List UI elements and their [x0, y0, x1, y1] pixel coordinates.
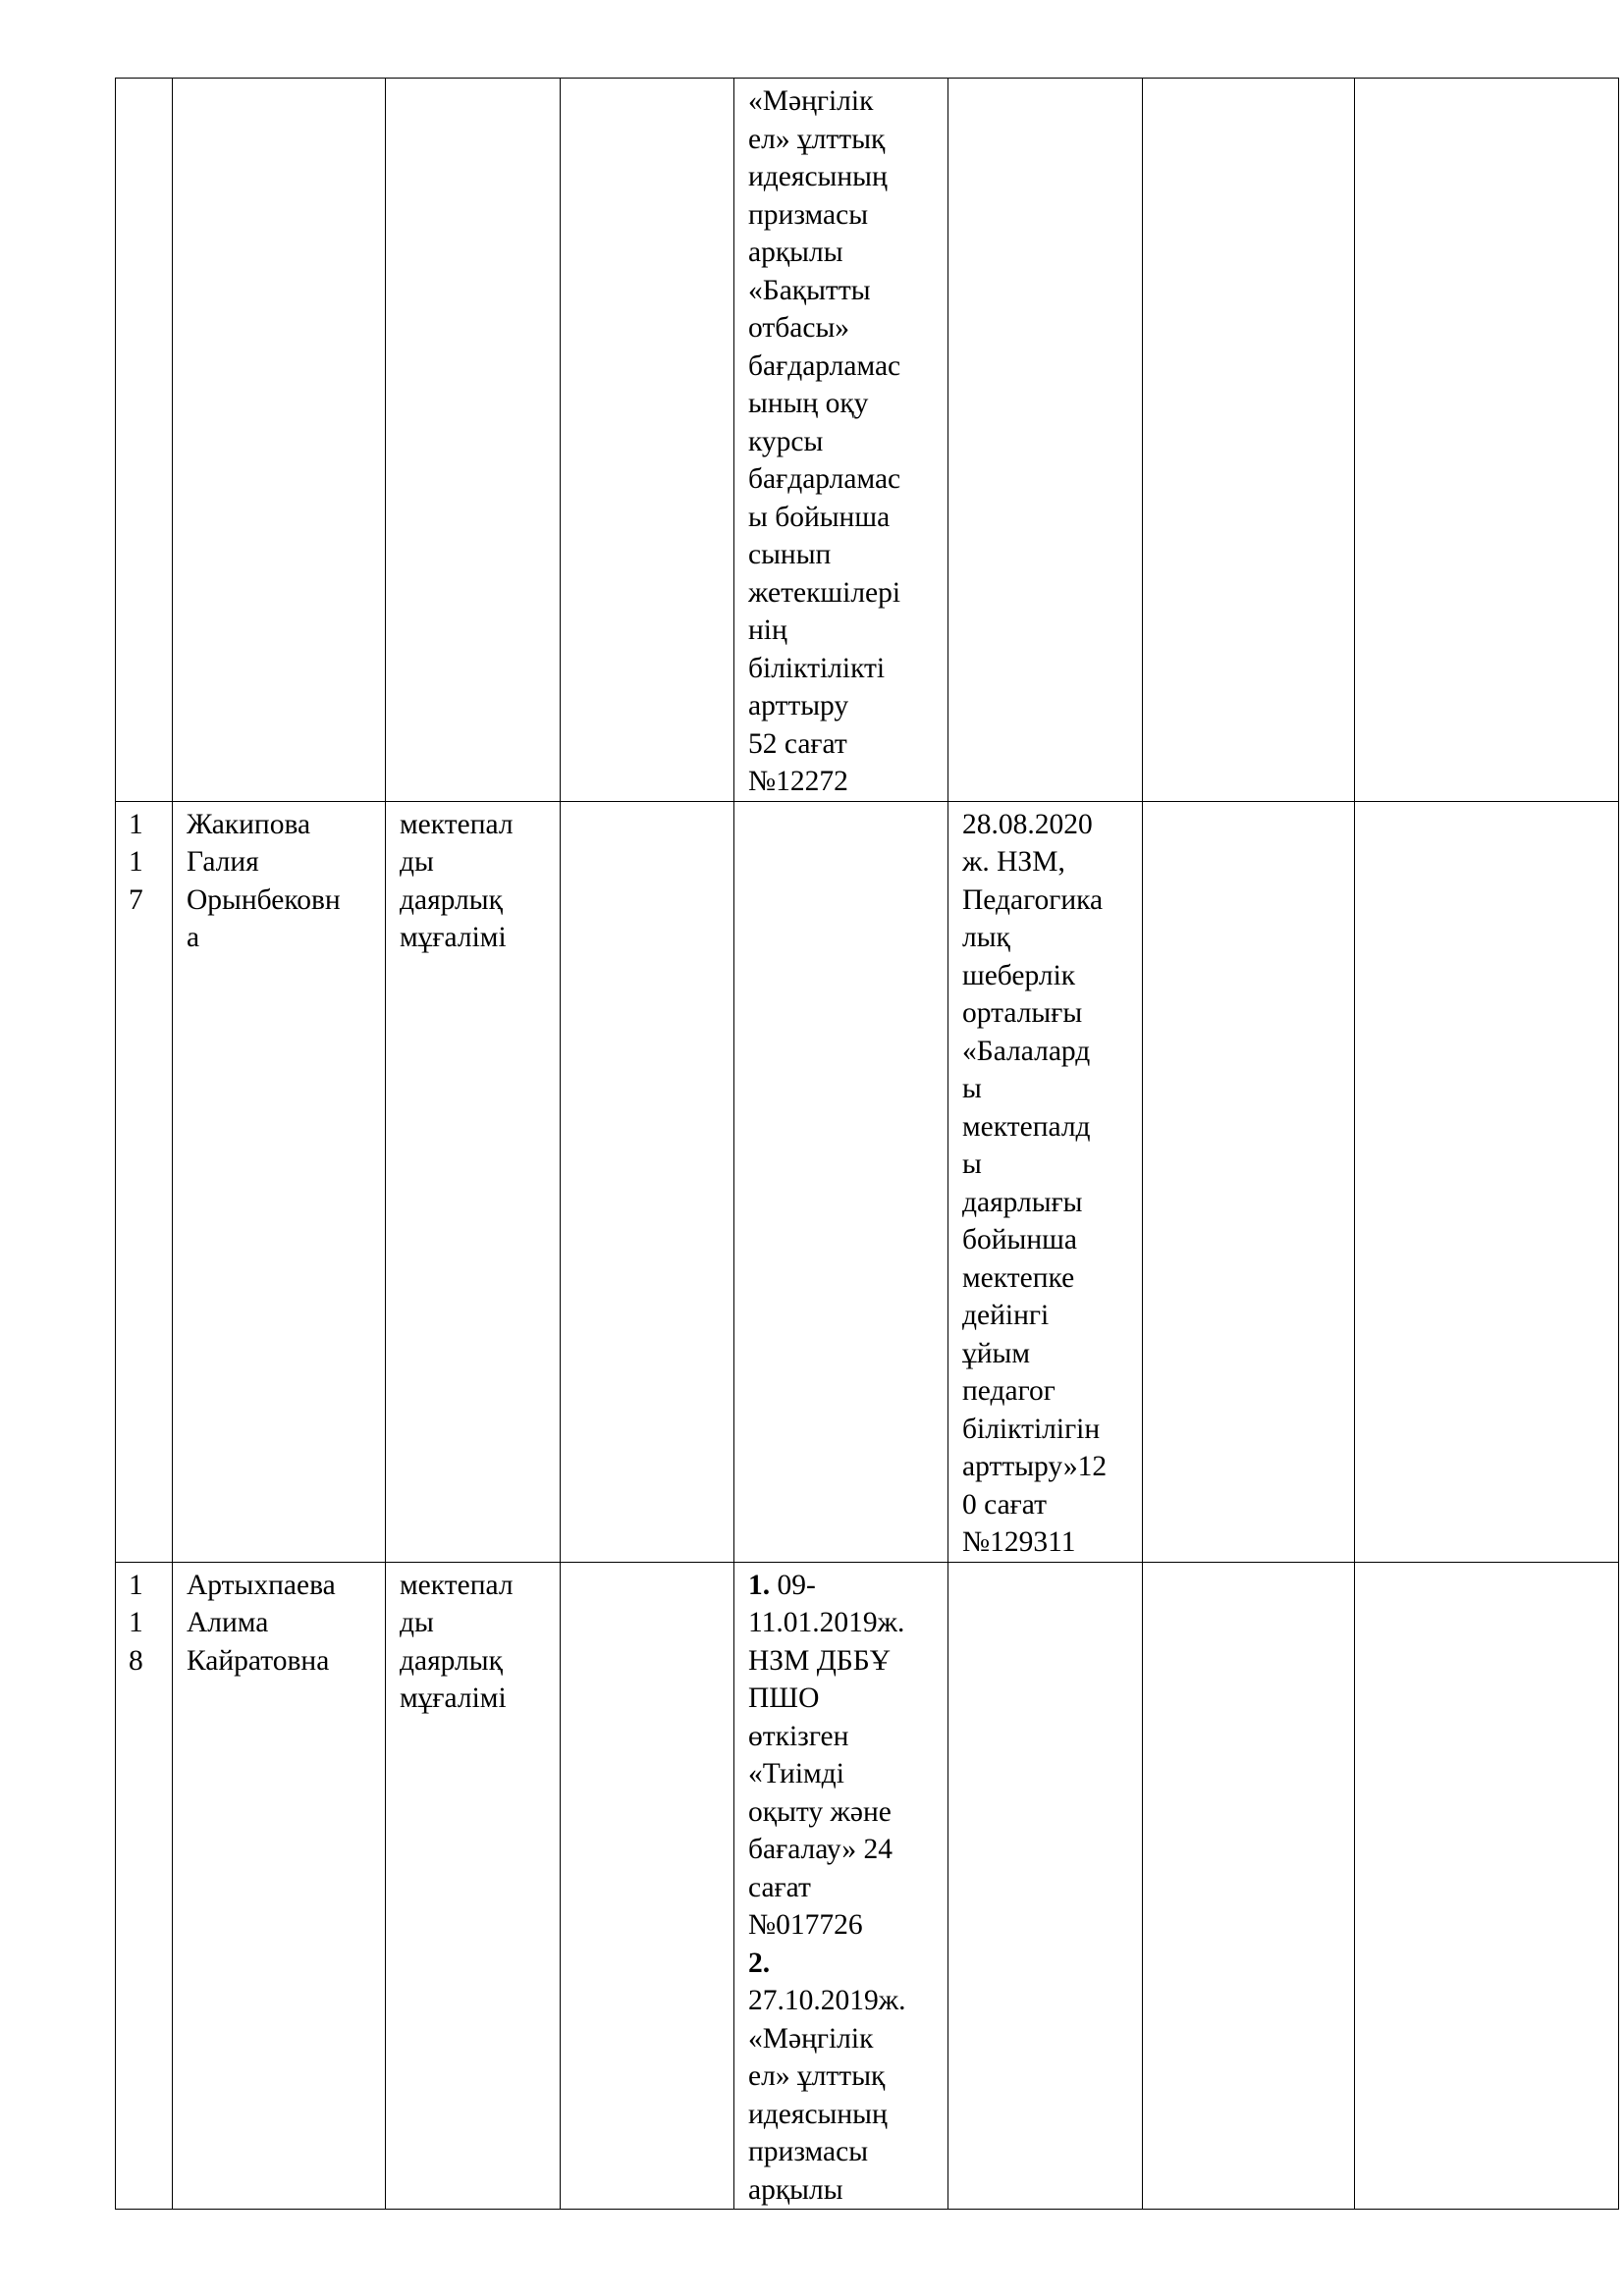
item-number: 2. [748, 1947, 771, 1979]
text-line: лық [962, 922, 1010, 953]
text-line: мектепал [400, 1569, 514, 1601]
text-line: бағдарламас [748, 349, 901, 382]
text-line: даярлық [400, 1644, 503, 1677]
text-line: сынып [748, 539, 832, 570]
text-line: «Бақытты [748, 274, 871, 306]
text-line: идеясының [748, 161, 888, 192]
text-line: Артыхпаева [187, 1569, 336, 1601]
position-cell [386, 79, 561, 802]
row-number: 118 [129, 1569, 143, 1677]
text-line: Алима [187, 1607, 269, 1638]
text-line: ұйым [962, 1337, 1031, 1369]
column-6-cell [948, 1562, 1143, 2210]
text-line: 52 сағат [748, 727, 847, 760]
course-cell [734, 1562, 948, 2210]
row-number-cell [116, 801, 173, 1562]
text-line: ы [962, 1148, 982, 1180]
text-line: мектепалд [962, 1110, 1091, 1143]
text-line: ы бойынша [748, 501, 891, 533]
text-line: арқылы [748, 2173, 843, 2206]
text-line: мектепке [962, 1261, 1075, 1294]
row-number-cell [116, 79, 173, 802]
column-8-cell [1355, 801, 1619, 1562]
text-line: өткізген [748, 1720, 849, 1752]
text-line: ж. НЗМ, [962, 846, 1065, 878]
text-line: Орынбековн [187, 883, 341, 916]
item-number: 1. [748, 1569, 771, 1601]
column-6-cell [948, 79, 1143, 802]
course-item-2 [748, 1982, 937, 2209]
course-item-1 [748, 1604, 937, 1945]
text-line: біліктілікті [748, 652, 886, 684]
text-line: нің [748, 614, 787, 646]
course-cell [734, 801, 948, 1562]
row-number-cell [116, 1562, 173, 2210]
text-line: арттыру [748, 690, 849, 721]
column-4-cell [561, 79, 734, 802]
course-text [734, 79, 947, 801]
text-line: ы [962, 1073, 982, 1104]
text-line: ды [400, 846, 434, 878]
text-line: №129311 [962, 1526, 1076, 1558]
text-line: ел» ұлттық [748, 123, 886, 155]
text-line: «Балалард [962, 1035, 1091, 1067]
text-line: оқыту және [748, 1795, 892, 1828]
text-line: №12272 [748, 766, 848, 797]
text-line: призмасы [748, 198, 869, 231]
text-line: 11.01.2019ж. [748, 1607, 905, 1638]
text-line: ел» ұлттық [748, 2060, 886, 2092]
training-table [115, 78, 1619, 2210]
text-line: Жакипова [187, 808, 311, 840]
text-line: призмасы [748, 2136, 869, 2167]
name-cell [173, 79, 386, 802]
text-line: шеберлік [962, 959, 1076, 991]
column-4-cell [561, 801, 734, 1562]
text-line: «Тиімді [748, 1758, 844, 1789]
text-line: ды [400, 1607, 434, 1638]
course-cell [734, 79, 948, 802]
text-line: бағдарламас [748, 463, 901, 495]
text-line: мектепал [400, 808, 514, 840]
column-8-cell [1355, 1562, 1619, 2210]
text-line: №017726 [748, 1909, 863, 1941]
column-7-cell [1143, 79, 1355, 802]
text-line: «Мәңгілік [748, 85, 874, 117]
teacher-name [173, 1563, 385, 1681]
text-line: мұғалімі [400, 1682, 507, 1714]
text-line: НЗМ ДББҰ [748, 1644, 891, 1677]
text-line: орталығы [962, 997, 1083, 1029]
text-line: мұғалімі [400, 922, 507, 953]
course-item-1-first-line: 1. 09- [748, 1569, 816, 1601]
text-line: идеясының [748, 2098, 888, 2130]
name-cell [173, 1562, 386, 2210]
table-row [116, 1562, 1619, 2210]
text-line: бойынша [962, 1224, 1077, 1255]
column-4-cell [561, 1562, 734, 2210]
text-line: отбасы» [748, 312, 850, 344]
text-line: бағалау» 24 [748, 1834, 893, 1865]
text-line: 27.10.2019ж. [748, 1985, 906, 2016]
name-cell [173, 801, 386, 1562]
text-line: жетекшілері [748, 576, 901, 609]
column-7-cell [1143, 801, 1355, 1562]
text-line: дейінгі [962, 1300, 1050, 1331]
table-row [116, 79, 1619, 802]
column-6-cell [948, 801, 1143, 1562]
text-line: «Мәңгілік [748, 2022, 874, 2055]
course-text [734, 1563, 947, 2210]
column-7-cell [1143, 1562, 1355, 2210]
text-line: ПШО [748, 1682, 820, 1714]
text-line: ының оқу [748, 388, 869, 419]
position-cell [386, 801, 561, 1562]
text-line: Педагогика [962, 883, 1104, 916]
text-line: біліктілігін [962, 1413, 1101, 1445]
text-line: Кайратовна [187, 1644, 330, 1677]
text-line: 0 сағат [962, 1488, 1047, 1521]
text-line: 28.08.2020 [962, 808, 1093, 840]
table-row [116, 801, 1619, 1562]
text-line: Галия [187, 846, 259, 878]
teacher-position [386, 1563, 560, 1718]
position-cell [386, 1562, 561, 2210]
text-line: даярлығы [962, 1186, 1083, 1218]
text-line: курсы [748, 425, 824, 457]
text-line: арттыру»12 [962, 1451, 1108, 1482]
text-line: педагог [962, 1375, 1056, 1407]
text-line: сағат [748, 1871, 811, 1903]
text-line: а [187, 922, 200, 953]
text-line: арқылы [748, 237, 843, 268]
course-text [948, 802, 1142, 1562]
text-line: даярлық [400, 883, 503, 916]
column-8-cell [1355, 79, 1619, 802]
teacher-name [173, 802, 385, 957]
row-number: 117 [129, 808, 143, 916]
teacher-position [386, 802, 560, 957]
